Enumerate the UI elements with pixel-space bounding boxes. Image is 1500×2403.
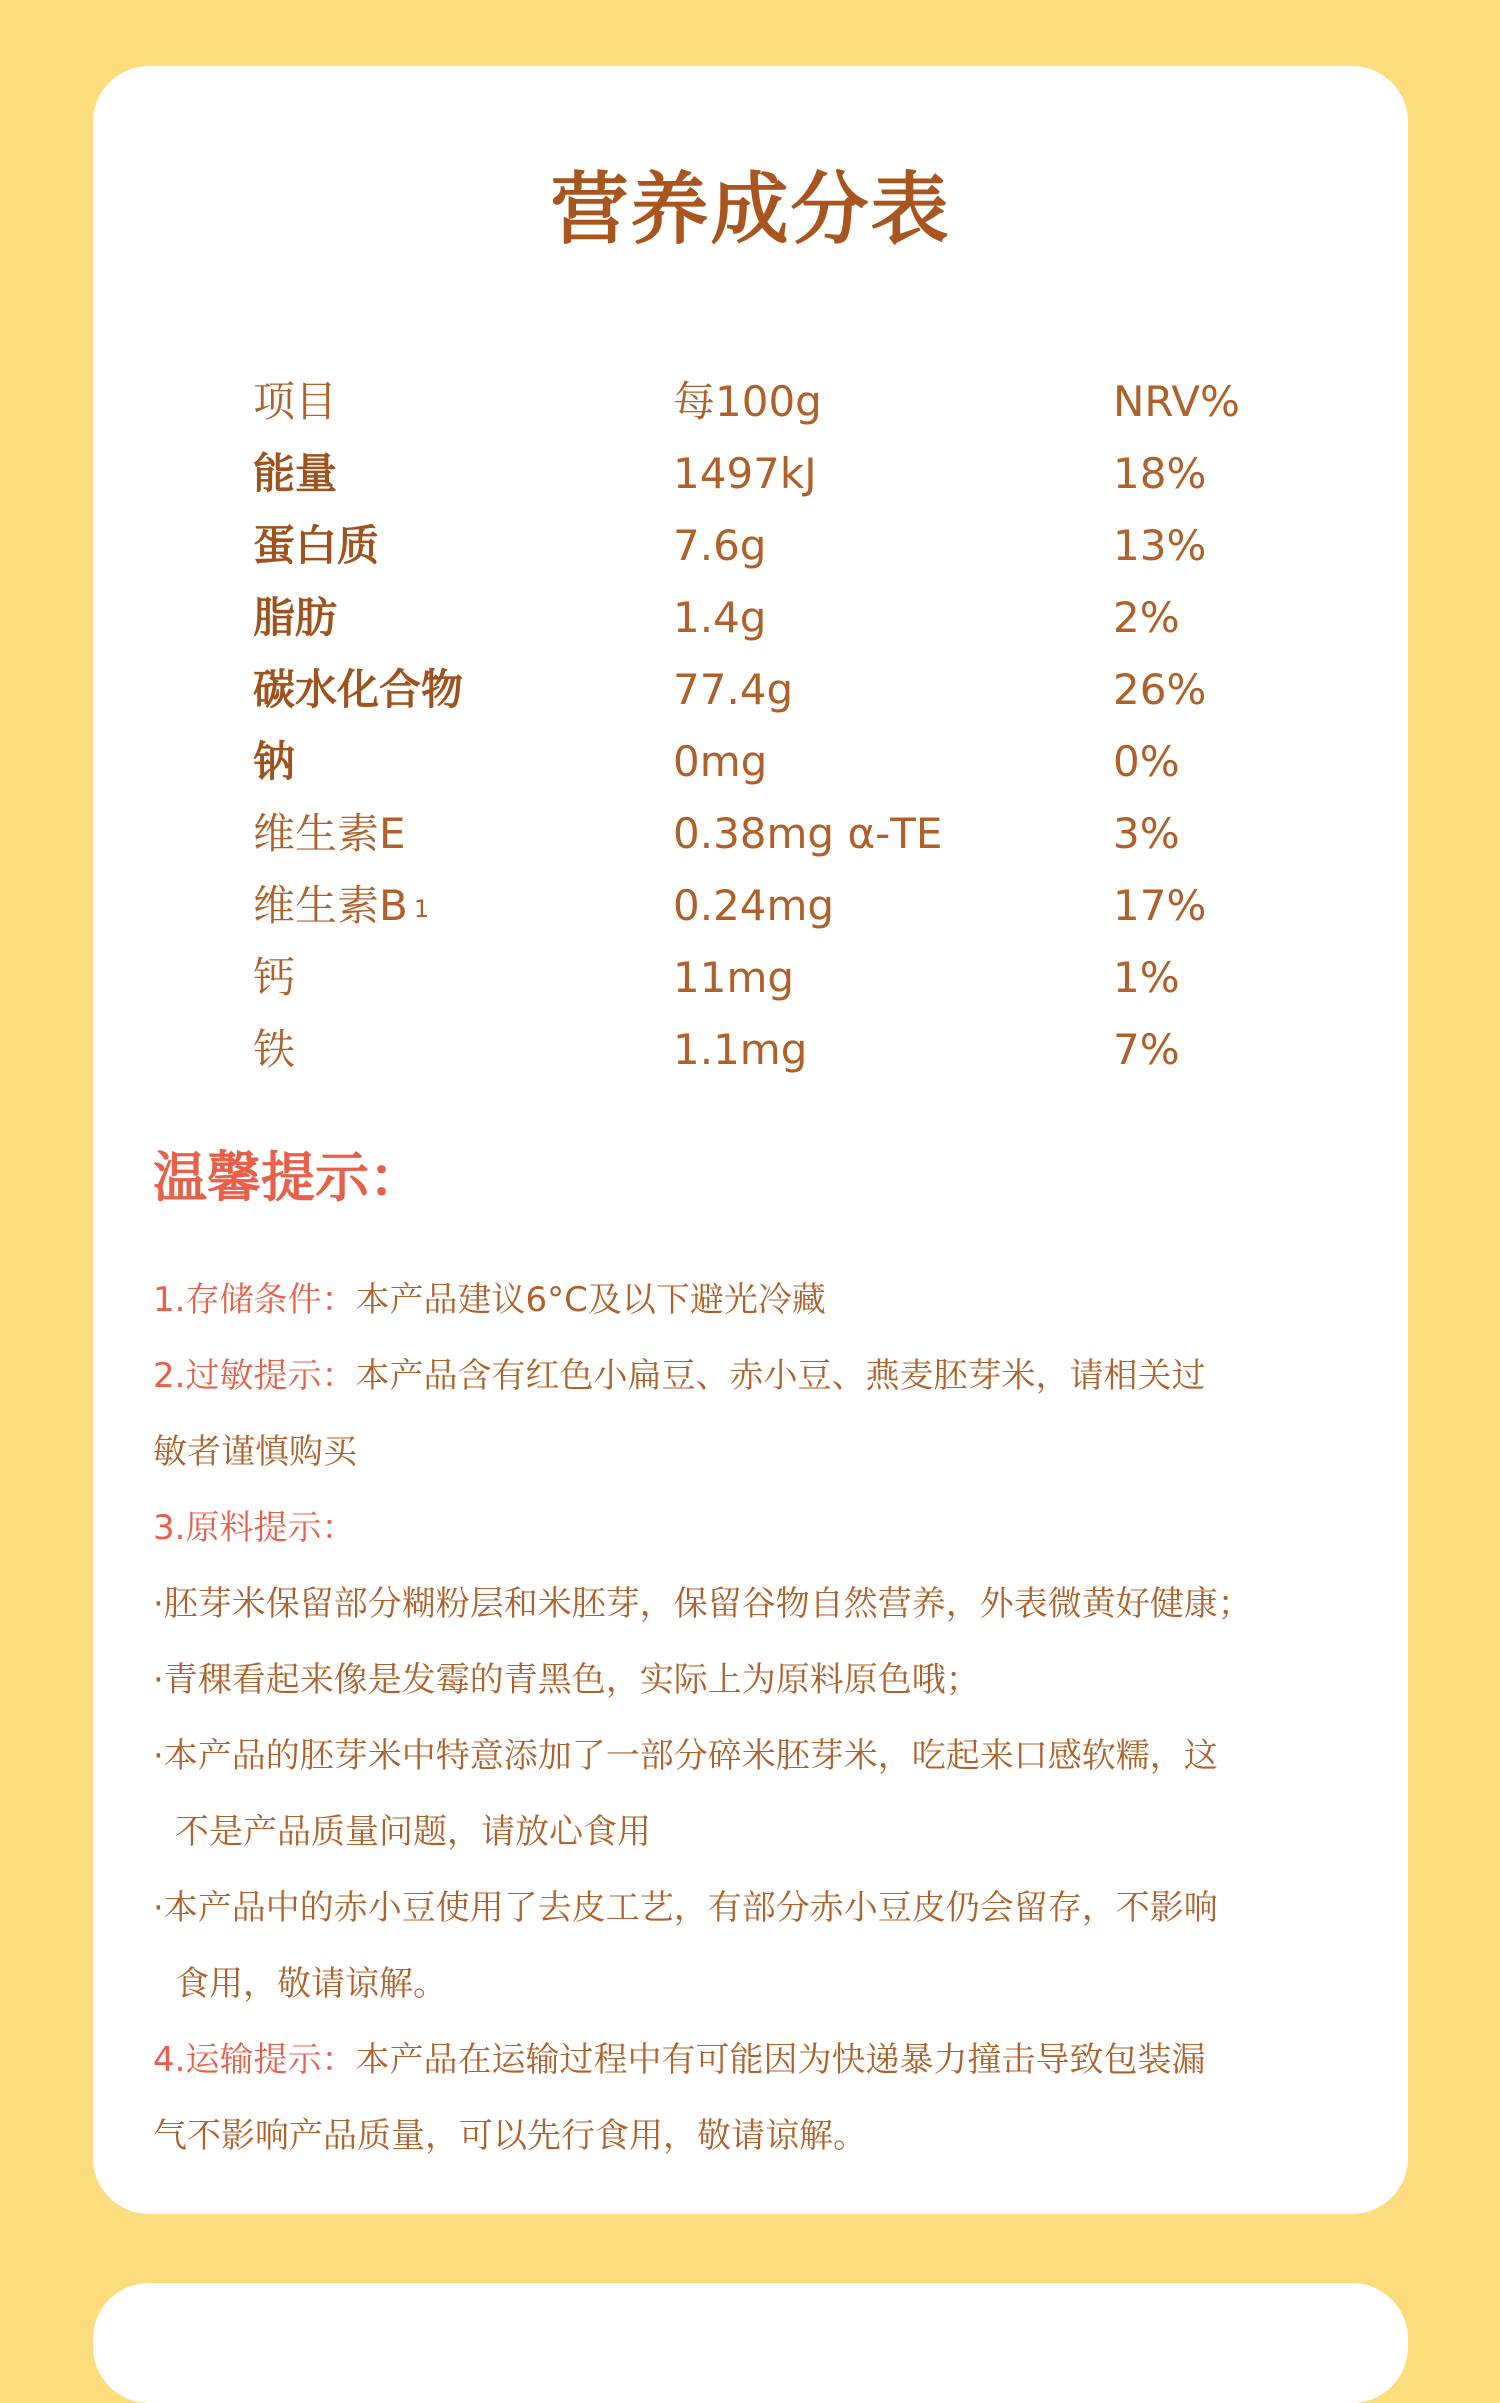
header-per100g: 每100g xyxy=(673,377,822,426)
row-value: 1.1mg xyxy=(673,1025,808,1074)
tip-shipping-cont: 气不影响产品质量，可以先行食用，敬请谅解。 xyxy=(153,2116,867,2156)
header-item: 项目 xyxy=(253,377,338,426)
table-row xyxy=(253,510,1313,582)
row-name-text: 维生素B xyxy=(253,881,408,930)
table-header-row xyxy=(253,366,1313,438)
row-value: 11mg xyxy=(673,953,795,1002)
row-nrv: 7% xyxy=(1113,1025,1180,1074)
row-value: 7.6g xyxy=(673,521,767,570)
row-nrv: 26% xyxy=(1113,665,1207,714)
row-value: 1497kJ xyxy=(673,449,817,498)
page-title: 营养成分表 xyxy=(550,165,951,255)
row-nrv: 13% xyxy=(1113,521,1207,570)
table-row xyxy=(253,654,1313,726)
tip-text: 本产品建议6°C及以下避光冷藏 xyxy=(355,1280,826,1320)
row-name: 碳水化合物 xyxy=(253,665,464,714)
row-name: 脂肪 xyxy=(253,593,338,642)
tip-ingredient-item: ·青稞看起来像是发霉的青黑色，实际上为原料原色哦； xyxy=(153,1660,980,1700)
tips-title: 温馨提示： xyxy=(153,1146,423,1209)
row-nrv: 2% xyxy=(1113,593,1180,642)
table-row xyxy=(253,942,1313,1014)
row-name: 蛋白质 xyxy=(253,521,380,570)
tip-ingredient-item-cont: 不是产品质量问题，请放心食用 xyxy=(175,1812,651,1852)
row-value: 1.4g xyxy=(673,593,767,642)
tip-text: 本产品含有红色小扁豆、赤小豆、燕麦胚芽米，请相关过 xyxy=(355,1356,1206,1396)
row-nrv: 17% xyxy=(1113,881,1207,930)
tip-shipping xyxy=(153,2022,1393,2098)
row-nrv: 0% xyxy=(1113,737,1180,786)
tip-ingredient-item: ·胚芽米保留部分糊粉层和米胚芽，保留谷物自然营养，外表微黄好健康； xyxy=(153,1584,1252,1624)
table-row xyxy=(253,438,1313,510)
tip-ingredient-item: ·本产品的胚芽米中特意添加了一部分碎米胚芽米，吃起来口感软糯，这 xyxy=(153,1736,1218,1776)
table-row xyxy=(253,870,1313,942)
row-name: 铁 xyxy=(253,1025,296,1074)
row-nrv: 18% xyxy=(1113,449,1207,498)
tip-label: 4.运输提示： xyxy=(153,2040,356,2080)
next-card xyxy=(93,2283,1408,2403)
tip-text: 本产品在运输过程中有可能因为快递暴力撞击导致包装漏 xyxy=(355,2040,1206,2080)
table-row xyxy=(253,726,1313,798)
row-name: 钙 xyxy=(253,953,296,1002)
table-row xyxy=(253,798,1313,870)
row-value: 0.38mg α-TE xyxy=(673,809,943,858)
table-row xyxy=(253,582,1313,654)
tip-allergy xyxy=(153,1338,1393,1414)
row-name: 能量 xyxy=(253,449,338,498)
header-nrv: NRV% xyxy=(1113,377,1240,426)
tips-list xyxy=(153,1262,1393,2174)
tip-storage xyxy=(153,1262,1393,1338)
row-value: 0.24mg xyxy=(673,881,835,930)
row-value: 0mg xyxy=(673,737,768,786)
tip-ingredients xyxy=(153,1490,1393,1566)
tip-label: 3.原料提示： xyxy=(153,1508,356,1548)
nutrition-table xyxy=(253,366,1313,1086)
row-nrv: 1% xyxy=(1113,953,1180,1002)
row-name-subscript: 1 xyxy=(413,894,430,923)
row-nrv: 3% xyxy=(1113,809,1180,858)
table-row xyxy=(253,1014,1313,1086)
tip-ingredient-item: ·本产品中的赤小豆使用了去皮工艺，有部分赤小豆皮仍会留存，不影响 xyxy=(153,1888,1218,1928)
row-value: 77.4g xyxy=(673,665,794,714)
tip-label: 1.存储条件： xyxy=(153,1280,356,1320)
nutrition-card xyxy=(93,66,1408,2214)
row-name: 钠 xyxy=(253,737,296,786)
tip-allergy-cont: 敏者谨慎购买 xyxy=(153,1432,357,1472)
row-name-vitb xyxy=(253,870,429,945)
tip-ingredient-item-cont: 食用，敬请谅解。 xyxy=(175,1964,447,2004)
row-name: 维生素E xyxy=(253,809,406,858)
tip-label: 2.过敏提示： xyxy=(153,1356,356,1396)
